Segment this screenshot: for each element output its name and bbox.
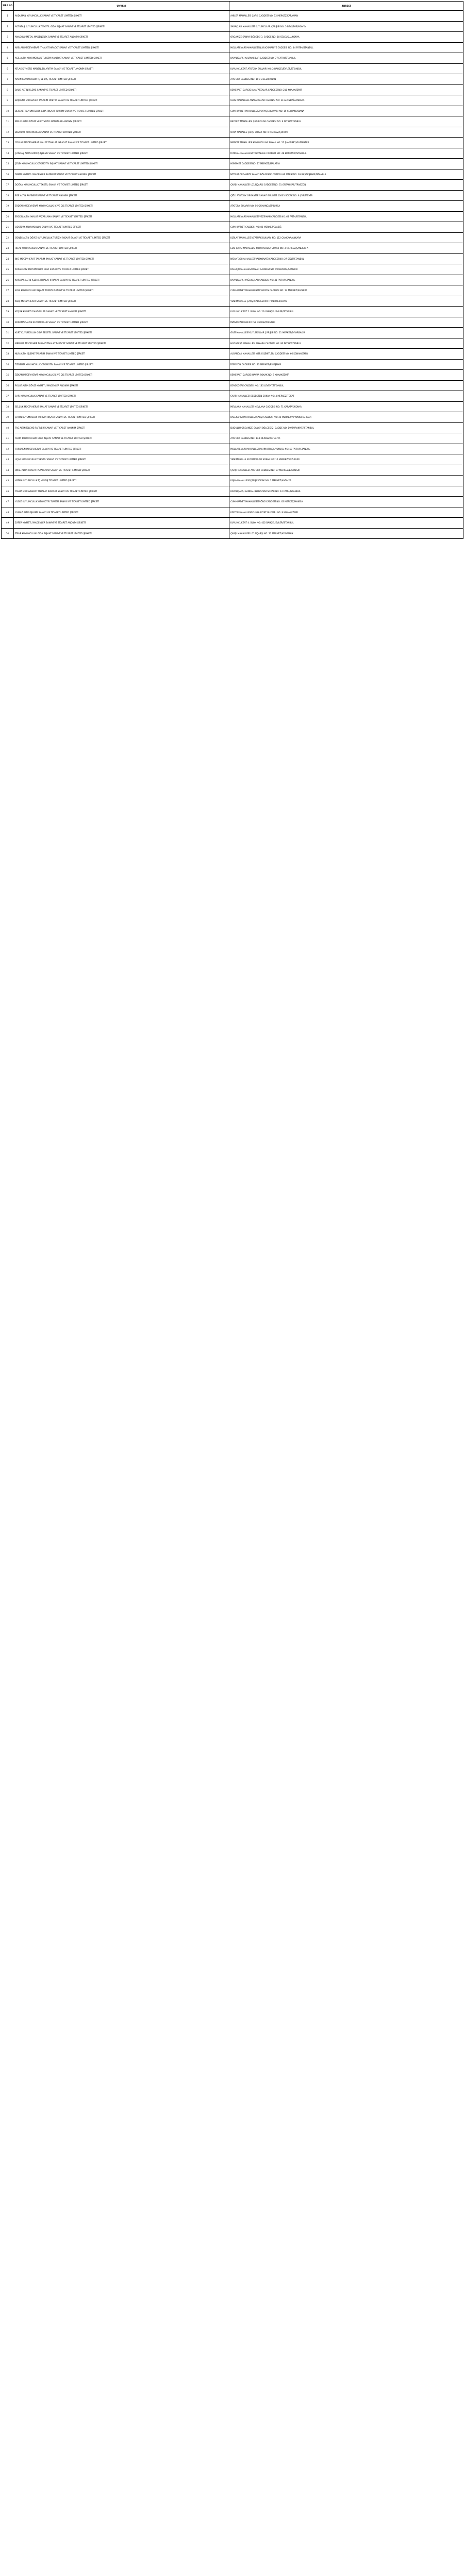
company-name-cell: KAYA KUYUMCULUK İNŞAAT TURİZM SANAYİ VE TİCARET LİMİTED ŞİRKETİ [14, 285, 229, 296]
address-cell: MERKEZ MAHALLESİ KUYUMCULAR SOKAK NO: 22 ŞAHİNBEY/GAZİANTEP [229, 138, 463, 148]
address-cell: İNÖNÜ CADDESİ NO: 52 MERKEZ/DENİZLİ [229, 317, 463, 328]
company-name-cell: YAVUZ MÜCEVHERAT İTHALAT İHRACAT SANAYİ VE TİCARET LİMİTED ŞİRKETİ [14, 486, 229, 497]
address-cell: KIŞLA MAHALLESİ ÇARŞI SOKAK NO: 2 MERKEZ/ANTALYA [229, 476, 463, 486]
table-row [2, 232, 463, 243]
sequence-number-cell: 43 [2, 454, 14, 465]
table-row [2, 63, 463, 74]
sequence-number-cell: 5 [2, 53, 14, 64]
sequence-number-cell: 7 [2, 74, 14, 85]
address-cell: NİŞANTAŞI MAHALLESİ VALİKONAĞI CADDESİ NO: 27 ŞİŞLİ/İSTANBUL [229, 253, 463, 264]
company-name-cell: ERDEM MÜCEVHERAT KUYUMCULUK İÇ VE DIŞ TİCARET LİMİTED ŞİRKETİ [14, 201, 229, 212]
sequence-number-cell: 44 [2, 465, 14, 476]
table-row [2, 84, 463, 95]
sequence-number-cell: 21 [2, 222, 14, 233]
table-row [2, 370, 463, 381]
sequence-number-cell: 20 [2, 211, 14, 222]
table-row [2, 243, 463, 254]
sequence-number-cell: 30 [2, 317, 14, 328]
sequence-number-cell: 25 [2, 264, 14, 275]
company-name-cell: ERGÜN ALTIN İMALAT PAZARLAMA SANAYİ VE TİCARET LİMİTED ŞİRKETİ [14, 211, 229, 222]
sequence-number-cell: 14 [2, 148, 14, 159]
table-row [2, 127, 463, 138]
table-row [2, 422, 463, 433]
table-row [2, 264, 463, 275]
table-row [2, 465, 463, 476]
sequence-number-cell: 16 [2, 169, 14, 180]
address-cell: KAPALIÇARŞI SANDAL BEDESTENİ SOKAK NO: 12 FATİH/İSTANBUL [229, 486, 463, 497]
address-cell: CUMHURİYET CADDESİ NO: 88 MERKEZ/ELAZIĞ [229, 222, 463, 233]
address-cell: CUMHURİYET MAHALLESİ İNÖNÜ CADDESİ NO: 62 MERKEZ/MANİSA [229, 497, 463, 507]
address-cell: CUMHURİYET MAHALLESİ İSTASYON CADDESİ NO: 14 MERKEZ/KAYSERİ [229, 285, 463, 296]
sequence-number-cell: 18 [2, 190, 14, 201]
document-page [0, 0, 464, 540]
sequence-number-cell: 15 [2, 159, 14, 170]
table-row [2, 412, 463, 423]
company-name-cell: TEKİN KUYUMCULUK GIDA İNŞAAT SANAYİ VE TİCARET LİMİTED ŞİRKETİ [14, 433, 229, 444]
address-cell: SARAÇLAR MAHALLESİ KUYUMCULAR ÇARŞISI NO: 5 BEYŞEHİR/KONYA [229, 21, 463, 32]
address-cell: YENİ MAHALLE ÇARŞI CADDESİ NO: 7 MERKEZ/SİVAS [229, 296, 463, 307]
company-name-cell: UÇAR KUYUMCULUK TEKSTİL SANAYİ VE TİCARET LİMİTED ŞİRKETİ [14, 454, 229, 465]
company-name-cell: KORKMAZ ALTIN KUYUMCULUK SANAYİ VE TİCARET LİMİTED ŞİRKETİ [14, 317, 229, 328]
table-row [2, 444, 463, 454]
sequence-number-cell: 3 [2, 32, 14, 43]
sequence-number-cell: 13 [2, 138, 14, 148]
company-name-cell: CEYLAN MÜCEVHERAT İMALAT İTHALAT İHRACAT SANAYİ VE TİCARET LİMİTED ŞİRKETİ [14, 138, 229, 148]
sequence-number-cell: 41 [2, 433, 14, 444]
company-name-cell: ÖZDEMİR KUYUMCULUK OTOMOTİV SANAYİ VE TİCARET LİMİTED ŞİRKETİ [14, 359, 229, 370]
company-name-cell: ÖZKAN MÜCEVHERAT KUYUMCULUK İÇ VE DIŞ TİCARET LİMİTED ŞİRKETİ [14, 370, 229, 381]
address-cell: AHİLER MAHALLESİ ÇARŞI CADDESİ NO: 12 MERKEZ/KARAMAN [229, 11, 463, 22]
address-cell: ESKİ ÇARŞI MAHALLESİ KUYUMCULAR SOKAK NO: 3 MERKEZ/ŞANLIURFA [229, 243, 463, 254]
table-row [2, 190, 463, 201]
company-name-cell: TÜRKMEN MÜCEVHERAT SANAYİ VE TİCARET LİMİTED ŞİRKETİ [14, 444, 229, 454]
address-cell: BEYAZIT MAHALLESİ ÇADIRCILAR CADDESİ NO: 9 FATİH/İSTANBUL [229, 116, 463, 127]
table-row [2, 21, 463, 32]
address-cell: İKİTELLİ ORGANİZE SANAYİ BÖLGESİ KUYUMCULAR SİTESİ NO: 63 BAŞAKŞEHİR/İSTANBUL [229, 169, 463, 180]
company-name-cell: ATLAS KIYMETLİ MADENLER ARITIM SANAYİ VE TİCARET ANONİM ŞİRKETİ [14, 63, 229, 74]
company-name-cell: MERMER MÜCEVHER İMALAT İTHALAT İHRACAT SANAYİ VE TİCARET LİMİTED ŞİRKETİ [14, 338, 229, 349]
table-row [2, 180, 463, 191]
company-name-cell: NUR ALTIN İŞLEME TASARIM SANAYİ VE TİCARET LİMİTED ŞİRKETİ [14, 349, 229, 360]
company-name-cell: EGE ALTIN RAFİNERİ SANAYİ VE TİCARET ANONİM ŞİRKETİ [14, 190, 229, 201]
address-cell: ATATÜRK BULVARI NO: 56 OSMANGAZİ/BURSA [229, 201, 463, 212]
table-row [2, 317, 463, 328]
company-name-cell: İNCİ MÜCEVHERAT TASARIM İMALAT SANAYİ VE TİCARET LİMİTED ŞİRKETİ [14, 253, 229, 264]
company-name-cell: ÇELİK KUYUMCULUK OTOMOTİV İNŞAAT SANAYİ VE TİCARET LİMİTED ŞİRKETİ [14, 159, 229, 170]
table-row [2, 497, 463, 507]
sequence-number-cell: 47 [2, 497, 14, 507]
table-row [2, 518, 463, 529]
sequence-number-cell: 26 [2, 275, 14, 285]
company-name-cell: POLAT ALTIN DÖVİZ KIYMETLİ MADENLER ANONİM ŞİRKETİ [14, 380, 229, 391]
sequence-number-cell: 42 [2, 444, 14, 454]
company-name-cell: KOÇAK KIYMETLİ MADENLER SANAYİ VE TİCARET ANONİM ŞİRKETİ [14, 307, 229, 317]
address-cell: ULUS MAHALLESİ ANAFARTALAR CADDESİ NO: 34 ALTINDAĞ/ANKARA [229, 95, 463, 106]
company-name-cell: VATAN KUYUMCULUK İÇ VE DIŞ TİCARET LİMİTED ŞİRKETİ [14, 476, 229, 486]
company-name-cell: ÜNAL ALTIN İMALAT PAZARLAMA SANAYİ VE TİCARET LİMİTED ŞİRKETİ [14, 465, 229, 476]
sequence-number-cell: 22 [2, 232, 14, 243]
table-row [2, 307, 463, 317]
address-cell: GAZİ MAHALLESİ KUYUMCULAR ÇARŞISI NO: 11 MERKEZ/DİYARBAKIR [229, 328, 463, 338]
address-cell: KÜLTÜR MAHALLESİ CUMHURİYET BULVARI NO: 9 KONAK/İZMİR [229, 507, 463, 518]
sequence-number-cell: 39 [2, 412, 14, 423]
table-row [2, 391, 463, 402]
table-row [2, 253, 463, 264]
company-name-cell: ANADOLU METAL MADENCİLİK SANAYİ VE TİCARET ANONİM ŞİRKETİ [14, 32, 229, 43]
sequence-number-cell: 36 [2, 380, 14, 391]
company-name-cell: BİRLİK ALTIN DÖVİZ VE KIYMETLİ MADENLER ANONİM ŞİRKETİ [14, 116, 229, 127]
table-header [2, 2, 463, 11]
sequence-number-cell: 46 [2, 486, 14, 497]
sequence-number-cell: 49 [2, 518, 14, 529]
table-row [2, 486, 463, 497]
table-row [2, 42, 463, 53]
company-name-cell: ÇAĞDAŞ ALTIN GÜMÜŞ İŞLEME SANAYİ VE TİCARET LİMİTED ŞİRKETİ [14, 148, 229, 159]
address-cell: MEVLANA MAHALLESİ MEVLANA CADDESİ NO: 71 KARATAY/KONYA [229, 401, 463, 412]
table-row [2, 338, 463, 349]
table-row [2, 454, 463, 465]
sequence-number-cell: 29 [2, 307, 14, 317]
company-name-cell: AYDIN KUYUMCULUK İÇ VE DIŞ TİCARET LİMİTED ŞİRKETİ [14, 74, 229, 85]
company-name-cell: DOĞAN KUYUMCULUK TEKSTİL SANAYİ VE TİCARET LİMİTED ŞİRKETİ [14, 180, 229, 191]
address-cell: KUYUMCUKENT ATATÜRK BULVARI NO: 2 BAHÇELİEVLER/İSTANBUL [229, 63, 463, 74]
table-row [2, 169, 463, 180]
table-row [2, 95, 463, 106]
sequence-number-cell: 9 [2, 95, 14, 106]
header-address: ADRESİ [229, 2, 463, 11]
sequence-number-cell: 38 [2, 401, 14, 412]
table-row [2, 53, 463, 64]
sequence-number-cell: 24 [2, 253, 14, 264]
address-cell: ÇARŞI MAHALLESİ UZUNÇARŞI CADDESİ NO: 31 ORTAHİSAR/TRABZON [229, 180, 463, 191]
company-name-cell: BALCI ALTIN İŞLEME SANAYİ VE TİCARET LİMİTED ŞİRKETİ [14, 84, 229, 95]
table-row [2, 285, 463, 296]
address-cell: ALSANCAK MAHALLESİ KIBRIS ŞEHİTLERİ CADDESİ NO: 66 KONAK/İZMİR [229, 349, 463, 360]
address-cell: ATATÜRK CADDESİ NO: 101 EFELER/AYDIN [229, 74, 463, 85]
address-cell: KIZILAY MAHALLESİ ATATÜRK BULVARI NO: 112 ÇANKAYA/ANKARA [229, 232, 463, 243]
address-cell: ÇİĞLİ ATATÜRK ORGANİZE SANAYİ BÖLGESİ 10003 SOKAK NO: 8 ÇİĞLİ/İZMİR [229, 190, 463, 201]
table-row [2, 106, 463, 116]
table-row [2, 116, 463, 127]
sequence-number-cell: 12 [2, 127, 14, 138]
address-cell: KEMERALTI ÇARŞISI ANAFARTALAR CADDESİ NO: 210 KONAK/İZMİR [229, 84, 463, 95]
sequence-number-cell: 10 [2, 106, 14, 116]
table-row [2, 74, 463, 85]
sequence-number-cell: 2 [2, 21, 14, 32]
sequence-number-cell: 48 [2, 507, 14, 518]
table-row [2, 507, 463, 518]
address-cell: KALEİÇİ MAHALLESİ PAZAR CADDESİ NO: 19 İLKADIM/SAMSUN [229, 264, 463, 275]
company-name-cell: AKDUMAN KUYUMCULUK SANAYİ VE TİCARET LİMİTED ŞİRKETİ [14, 11, 229, 22]
address-cell: KUYUMCUKENT 2. BLOK NO: 214 BAHÇELİEVLER/İSTANBUL [229, 307, 463, 317]
company-name-cell: ALTINTAŞ KUYUMCULUK TEKSTİL GIDA İNŞAAT SANAYİ VE TİCARET LİMİTED ŞİRKETİ [14, 21, 229, 32]
sequence-number-cell: 4 [2, 42, 14, 53]
table-row [2, 138, 463, 148]
address-cell: KAPALIÇARŞI KALPAKÇILAR CADDESİ NO: 77 FATİH/İSTANBUL [229, 53, 463, 64]
company-name-cell: ŞAHİN KUYUMCULUK TURİZM İNŞAAT SANAYİ VE TİCARET LİMİTED ŞİRKETİ [14, 412, 229, 423]
table-row [2, 528, 463, 539]
sequence-number-cell: 33 [2, 349, 14, 360]
address-cell: ÇARŞI MAHALLESİ BEDESTEN SOKAK NO: 4 MERKEZ/TOKAT [229, 391, 463, 402]
company-name-cell: DEMİR KIYMETLİ MADENLER RAFİNERİ SANAYİ VE TİCARET ANONİM ŞİRKETİ [14, 169, 229, 180]
sequence-number-cell: 8 [2, 84, 14, 95]
table-row [2, 349, 463, 360]
address-cell: İSTASYON CADDESİ NO: 33 MERKEZ/ESKİŞEHİR [229, 359, 463, 370]
table-row [2, 148, 463, 159]
address-cell: MOLLAFENARİ MAHALLESİ NURUOSMANİYE CADDESİ NO: 44 FATİH/İSTANBUL [229, 42, 463, 53]
company-name-cell: KURT KUYUMCULUK GIDA TEKSTİL SANAYİ VE TİCARET LİMİTED ŞİRKETİ [14, 328, 229, 338]
sequence-number-cell: 11 [2, 116, 14, 127]
address-cell: KALEKAPISI MAHALLESİ ÇARŞI CADDESİ NO: 25 MERKEZ/AFYONKARAHİSAR [229, 412, 463, 423]
company-name-cell: GÜNEŞ ALTIN DÖVİZ KUYUMCULUK TURİZM İNŞAAT SANAYİ VE TİCARET LİMİTED ŞİRKETİ [14, 232, 229, 243]
table-row [2, 222, 463, 233]
header-row [2, 2, 463, 11]
table-row [2, 359, 463, 370]
address-cell: ATATÜRK CADDESİ NO: 144 MERKEZ/KÜTAHYA [229, 433, 463, 444]
address-cell: MOLLAFENARİ MAHALLESİ VEZİRHAN CADDESİ NO: 63 FATİH/İSTANBUL [229, 211, 463, 222]
company-name-cell: KILIÇ MÜCEVHERAT SANAYİ VE TİCARET LİMİTED ŞİRKETİ [14, 296, 229, 307]
company-name-cell: BEREKET KUYUMCULUK GIDA İNŞAAT TURİZM SANAYİ VE TİCARET LİMİTED ŞİRKETİ [14, 106, 229, 116]
company-name-cell: YILDIZ KUYUMCULUK OTOMOTİV TURİZM SANAYİ VE TİCARET LİMİTED ŞİRKETİ [14, 497, 229, 507]
company-name-cell: BAŞKENT MÜCEVHER TASARIM ÜRETİM SANAYİ VE TİCARET LİMİTED ŞİRKETİ [14, 95, 229, 106]
address-cell: HÜKÜMET CADDESİ NO: 17 MERKEZ/MALATYA [229, 159, 463, 170]
table-row [2, 433, 463, 444]
company-name-cell: ARSLAN MÜCEVHERAT İTHALAT İHRACAT SANAYİ VE TİCARET LİMİTED ŞİRKETİ [14, 42, 229, 53]
sequence-number-cell: 6 [2, 63, 14, 74]
header-company-name: UNVANI [14, 2, 229, 11]
sequence-number-cell: 28 [2, 296, 14, 307]
company-name-cell: KARATAŞ ALTIN İŞLEME İTHALAT İHRACAT SANAYİ VE TİCARET LİMİTED ŞİRKETİ [14, 275, 229, 285]
table-body [2, 11, 463, 539]
sequence-number-cell: 32 [2, 338, 14, 349]
company-name-cell: BOZKURT KUYUMCULUK SANAYİ VE TİCARET LİMİTED ŞİRKETİ [14, 127, 229, 138]
address-cell: CUMHURİYET MAHALLESİ ZİYAPAŞA BULVARI NO: 15 SEYHAN/ADANA [229, 106, 463, 116]
address-cell: HOCAPAŞA MAHALLESİ ANKARA CADDESİ NO: 90 FATİH/İSTANBUL [229, 338, 463, 349]
address-cell: BÜYÜKDERE CADDESİ NO: 185 LEVENT/İSTANBUL [229, 380, 463, 391]
company-name-cell: HİLAL KUYUMCULUK SANAYİ VE TİCARET LİMİTED ŞİRKETİ [14, 243, 229, 254]
sequence-number-cell: 19 [2, 201, 14, 212]
sequence-number-cell: 1 [2, 11, 14, 22]
address-cell: ÇARŞI MAHALLESİ ATATÜRK CADDESİ NO: 37 MERKEZ/BALIKESİR [229, 465, 463, 476]
table-row [2, 380, 463, 391]
table-row [2, 296, 463, 307]
address-cell: İSTİKLAL MAHALLESİ TAHTAKALE CADDESİ NO: 48 EMİNÖNÜ/İSTANBUL [229, 148, 463, 159]
sequence-number-cell: 50 [2, 528, 14, 539]
sequence-number-cell: 34 [2, 359, 14, 370]
company-name-cell: TAŞ ALTIN İŞLEME RAFİNERİ SANAYİ VE TİCARET ANONİM ŞİRKETİ [14, 422, 229, 433]
company-name-cell: GÖKTÜRK KUYUMCULUK SANAYİ VE TİCARET LİMİTED ŞİRKETİ [14, 222, 229, 233]
sequence-number-cell: 35 [2, 370, 14, 381]
address-cell: MOLLAFENARİ MAHALLESİ MAHMUTPAŞA YOKUŞU NO: 58 FATİH/İSTANBUL [229, 444, 463, 454]
table-row [2, 211, 463, 222]
header-sequence-number: SIRA NO [2, 2, 14, 11]
sequence-number-cell: 23 [2, 243, 14, 254]
sequence-number-cell: 40 [2, 422, 14, 433]
company-name-cell: ZİRVE KUYUMCULUK GIDA İNŞAAT SANAYİ VE TİCARET LİMİTED ŞİRKETİ [14, 528, 229, 539]
address-cell: YENİ MAHALLE KUYUMCULAR SOKAK NO: 15 MERKEZ/ERZURUM [229, 454, 463, 465]
company-name-cell: KARADENİZ KUYUMCULUK GIDA SANAYİ VE TİCARET LİMİTED ŞİRKETİ [14, 264, 229, 275]
company-name-cell: ZAFER KIYMETLİ MADENLER SANAYİ VE TİCARET ANONİM ŞİRKETİ [14, 518, 229, 529]
company-name-cell: ASİL ALTIN KUYUMCULUK TURİZM NAKLİYAT SANAYİ VE TİCARET LİMİTED ŞİRKETİ [14, 53, 229, 64]
table-row [2, 159, 463, 170]
table-row [2, 32, 463, 43]
sequence-number-cell: 45 [2, 476, 14, 486]
sequence-number-cell: 27 [2, 285, 14, 296]
address-cell: KEMERALTI ÇARŞISI HAVRA SOKAK NO: 8 KONAK/İZMİR [229, 370, 463, 381]
sequence-number-cell: 17 [2, 180, 14, 191]
sequence-number-cell: 37 [2, 391, 14, 402]
address-cell: ÇARŞI MAHALLESİ UZUNÇARŞI NO: 23 MERKEZ/ADIYAMAN [229, 528, 463, 539]
table-row [2, 11, 463, 22]
table-row [2, 275, 463, 285]
table-row [2, 328, 463, 338]
address-cell: DUDULLU ORGANİZE SANAYİ BÖLGESİ 2. CADDE NO: 19 ÜMRANİYE/İSTANBUL [229, 422, 463, 433]
company-name-cell: SELÇUK MÜCEVHERAT İMALAT SANAYİ VE TİCARET LİMİTED ŞİRKETİ [14, 401, 229, 412]
sequence-number-cell: 31 [2, 328, 14, 338]
table-row [2, 476, 463, 486]
address-cell: ORTA MAHALLE ÇARŞI SOKAK NO: 6 MERKEZ/ÇORUM [229, 127, 463, 138]
address-cell: ORGANİZE SANAYİ BÖLGESİ 3. CADDE NO: 18 SELÇUKLU/KONYA [229, 32, 463, 43]
address-cell: KUYUMCUKENT 4. BLOK NO: 402 BAHÇELİEVLER/İSTANBUL [229, 518, 463, 529]
address-cell: KAPALIÇARŞI YAĞLIKÇILAR CADDESİ NO: 41 FATİH/İSTANBUL [229, 275, 463, 285]
company-register-table [1, 1, 463, 539]
company-name-cell: SARI KUYUMCULUK SANAYİ VE TİCARET LİMİTED ŞİRKETİ [14, 391, 229, 402]
table-row [2, 401, 463, 412]
table-row [2, 201, 463, 212]
company-name-cell: YILMAZ ALTIN İŞLEME SANAYİ VE TİCARET LİMİTED ŞİRKETİ [14, 507, 229, 518]
